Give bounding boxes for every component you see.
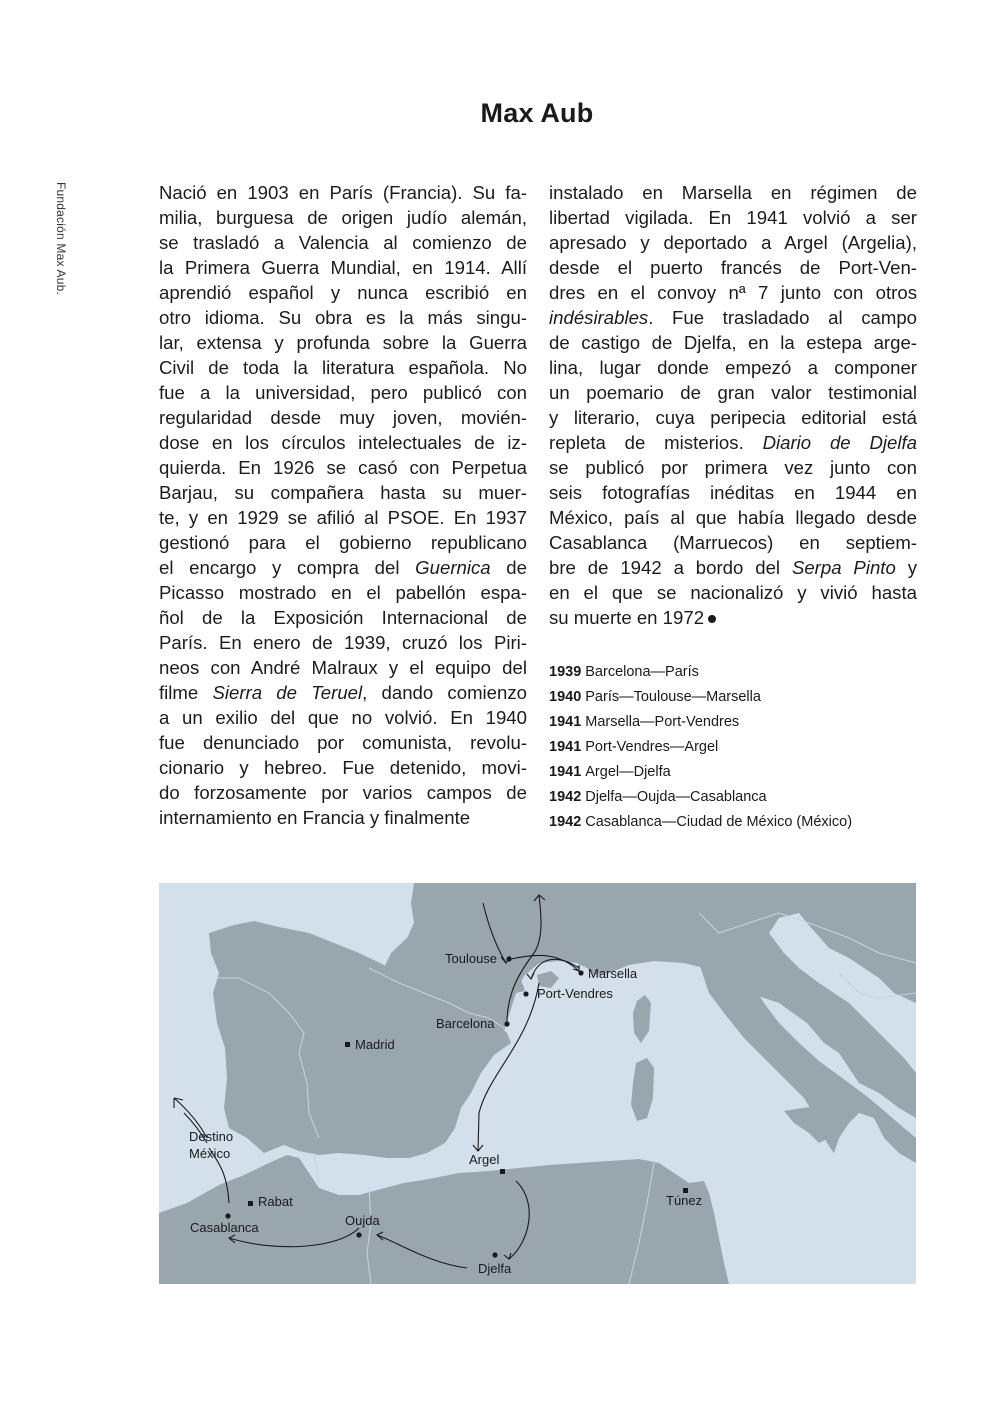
body-text-line: el encargo y compra del Guernica de [159, 557, 527, 578]
body-text-line: su muerte en 1972 [549, 605, 917, 630]
body-text-line: indésirables. Fue trasladado al campo [549, 307, 917, 328]
body-text-line: a un exilio del que no volvió. En 1940 [159, 707, 527, 728]
body-text-line: y literario, cuya peripecia editorial está [549, 407, 917, 428]
body-text-line: dres en el convoy nª 7 junto con otros [549, 282, 917, 303]
biography-right-column [549, 180, 917, 630]
map-label-tunez: Túnez [666, 1193, 703, 1208]
body-text-line: Civil de toda la literatura española. No [159, 357, 527, 378]
body-text-line: lina, lugar donde empezó a componer [549, 357, 917, 378]
map-label-toulouse: Toulouse [445, 951, 498, 966]
itinerary-row: 1941 Argel—Djelfa [549, 764, 671, 780]
body-text-line: aprendió español y nunca escribió en [159, 282, 527, 303]
body-text-line: de castigo de Djelfa, en la estepa arge- [549, 332, 917, 353]
map-label-barcelona: Barcelona [436, 1016, 495, 1031]
body-text-line: neos con André Malraux y el equipo del [159, 657, 527, 678]
body-text-line: Barjau, su compañera hasta su muer- [159, 482, 527, 503]
biography-left-column [159, 180, 527, 830]
itinerary-row: 1941 Marsella—Port-Vendres [549, 714, 740, 730]
itinerary-row: 1942 Djelfa—Oujda—Casablanca [549, 789, 767, 805]
body-text-line: otro idioma. Su obra es la más singu- [159, 307, 527, 328]
body-text-line: milia, burguesa de origen judío alemán, [159, 207, 527, 228]
body-text-line: se trasladó a Valencia al comienzo de [159, 232, 527, 253]
page-title: Max Aub [480, 98, 594, 128]
map-graphic [159, 883, 916, 1284]
body-text-line: regularidad desde muy joven, movién- [159, 407, 527, 428]
body-text-line: México, país al que había llegado desde [549, 507, 917, 528]
itinerary-row: 1941 Port-Vendres—Argel [549, 739, 719, 755]
map-label-argel: Argel [469, 1152, 500, 1167]
body-text-line: repleta de misterios. Diario de Djelfa [549, 432, 917, 453]
body-text-line: gestionó para el gobierno republicano [159, 532, 527, 553]
body-text-line: en el que se nacionalizó y vivió hasta [549, 582, 917, 603]
map-label-casablanca: Casablanca [190, 1220, 259, 1235]
body-text-line: instalado en Marsella en régimen de [549, 182, 917, 203]
body-text-line: bre de 1942 a bordo del Serpa Pinto y [549, 557, 918, 578]
body-text-line: quierda. En 1926 se casó con Perpetua [159, 457, 527, 478]
landmasses [159, 883, 916, 1284]
body-text-line: Casablanca (Marruecos) en septiem- [549, 532, 917, 553]
map-label-port-vendres: Port-Vendres [537, 986, 613, 1001]
body-text-line: se publicó por primera vez junto con [549, 457, 917, 478]
map-label-madrid: Madrid [355, 1037, 395, 1052]
map-label-rabat: Rabat [258, 1194, 293, 1209]
end-mark-icon [708, 615, 716, 623]
itinerary-row: 1940 París—Toulouse—Marsella [549, 689, 761, 705]
map-label-djelfa: Djelfa [478, 1261, 512, 1276]
itinerary-row: 1939 Barcelona—París [549, 664, 699, 680]
map-label-oujda: Oujda [345, 1213, 380, 1228]
body-text-line: la Primera Guerra Mundial, en 1914. Allí [159, 257, 527, 278]
body-text-line: dose en los círculos intelectuales de iz- [159, 432, 527, 453]
body-text-line: Nació en 1903 en París (Francia). Su fa- [159, 182, 527, 203]
side-credit: Fundación Max Aub. [54, 182, 68, 296]
body-text-line: ñol de la Exposición Internacional de [159, 607, 527, 628]
body-text-line: París. En enero de 1939, cruzó los Piri- [159, 632, 527, 653]
body-text-line: desde el puerto francés de Port-Ven- [549, 257, 917, 278]
body-text-line: fue denunciado por comunista, revolu- [159, 732, 527, 753]
map-label-destino: Destino [189, 1129, 234, 1144]
map-label-marsella: Marsella [588, 966, 638, 981]
exile-route-map [159, 883, 916, 1284]
body-text-line: fue a la universidad, pero publicó con [159, 382, 527, 403]
itinerary-row: 1942 Casablanca—Ciudad de México (México) [549, 814, 853, 830]
body-text-line: un poemario de gran valor testimonial [549, 382, 917, 403]
map-label-mexico: México [189, 1146, 231, 1161]
body-text-line: apresado y deportado a Argel (Argelia), [549, 232, 917, 253]
body-text-line: cionario y hebreo. Fue detenido, movi- [159, 757, 527, 778]
body-text-line: te, y en 1929 se afilió al PSOE. En 1937 [159, 507, 527, 528]
body-text-line: seis fotografías inéditas en 1944 en [549, 482, 917, 503]
body-text-line: do forzosamente por varios campos de [159, 782, 527, 803]
itinerary-list [549, 660, 852, 835]
body-text-line: filme Sierra de Teruel, dando comienzo [159, 682, 528, 703]
body-text-line: lar, extensa y profunda sobre la Guerra [159, 332, 527, 353]
body-text-line: libertad vigilada. En 1941 volvió a ser [549, 207, 917, 228]
body-text-line: Picasso mostrado en el pabellón espa- [159, 582, 527, 603]
body-text-line: internamiento en Francia y finalmente [159, 807, 471, 828]
